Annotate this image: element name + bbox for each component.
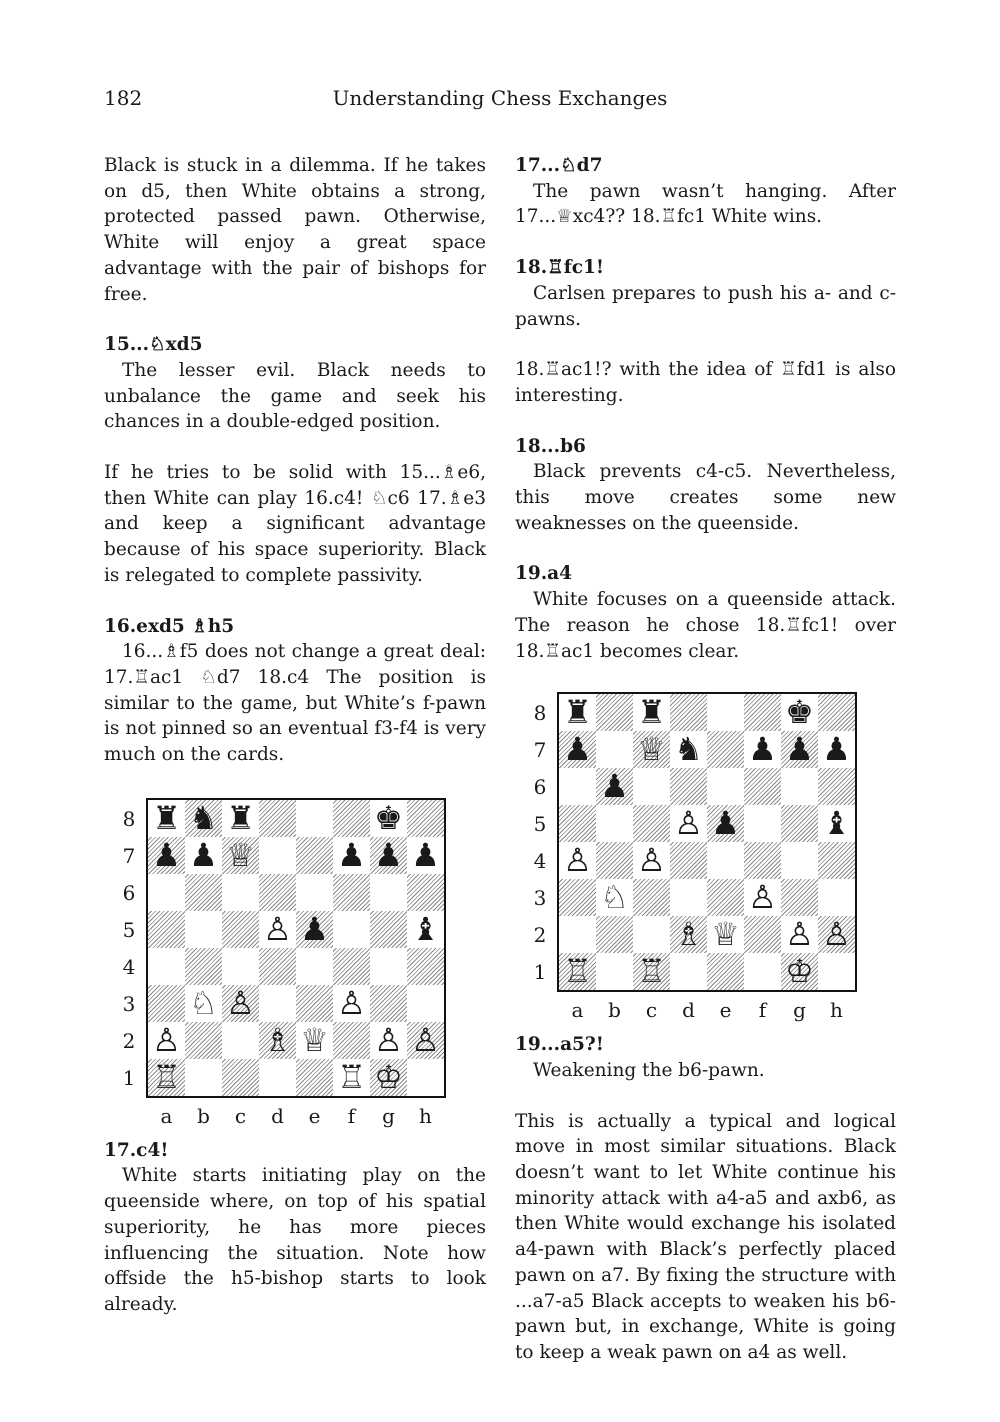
left-column xyxy=(104,153,486,1318)
chess-piece-d2: ♗ xyxy=(263,1020,292,1059)
chess-piece-c7: ♕ xyxy=(637,730,666,769)
chess-piece-g7: ♟ xyxy=(374,835,403,874)
board-square xyxy=(222,1022,259,1059)
chess-piece-b6: ♟ xyxy=(600,767,629,806)
chess-piece-b3: ♘ xyxy=(189,983,218,1022)
chess-piece-f1: ♖ xyxy=(337,1057,366,1096)
board-square xyxy=(707,842,744,879)
board-square xyxy=(596,805,633,842)
board-square xyxy=(744,953,781,990)
board-square xyxy=(559,879,596,916)
board-square xyxy=(333,948,370,985)
file-label: e xyxy=(719,998,732,1023)
chess-piece-f7: ♟ xyxy=(337,835,366,874)
board-square xyxy=(707,731,744,768)
board-square xyxy=(407,874,444,911)
paragraph: Black is stuck in a dilemma. If he takes on d5, then White obtains a strong, protected passed pawn. Otherwise, White will enjoy a great space advantage with the pair of bishops for free. xyxy=(104,155,486,305)
board-square xyxy=(744,916,781,953)
move-heading: 17.c4! xyxy=(104,1139,169,1161)
file-label: b xyxy=(608,998,621,1023)
board-square xyxy=(633,805,670,842)
board-square xyxy=(633,879,670,916)
board-square xyxy=(370,911,407,948)
board-square xyxy=(707,953,744,990)
file-label: f xyxy=(758,998,767,1023)
board-square xyxy=(633,768,670,805)
chess-piece-d5: ♙ xyxy=(674,804,703,843)
board-square xyxy=(407,948,444,985)
move-heading: 17...♘d7 xyxy=(515,155,603,176)
paragraph: If he tries to be solid with 15...♗e6, then White can play 16.c4! ♘c6 17.♗e3 and keep a significant advantage because of his space superiority. Black is relegated to complete passivity. xyxy=(104,462,486,586)
right-column xyxy=(515,153,896,1366)
board-square xyxy=(296,1059,333,1096)
chess-piece-h5: ♝ xyxy=(822,804,851,843)
move-heading: 19...a5?! xyxy=(515,1034,604,1056)
chess-piece-h7: ♟ xyxy=(822,730,851,769)
paragraph: This is actually a typical and logical move in most similar situations. Black doesn’t want to let White continue his minority attack with a4-a5 and axb6, as then White would exchange his isolated a4-pawn with Black’s perfectly placed pawn on a7. By fixing the structure with ...a7-a5 Black accepts to weaken his b6-pawn but, in exchange, White is going to keep a weak pawn on a4 as well. xyxy=(515,1110,896,1363)
board-square xyxy=(744,805,781,842)
rank-label: 2 xyxy=(122,1028,136,1053)
rank-label: 3 xyxy=(122,991,136,1016)
rank-label: 6 xyxy=(122,880,136,905)
paragraph: 16...♗f5 does not change a great deal: 17.♖ac1 ♘d7 18.c4 The position is similar to the game, but White’s f-pawn is not pinned so an eventual f3-f4 is very much on the cards. xyxy=(104,641,486,766)
file-label: f xyxy=(347,1103,356,1128)
chess-piece-c8: ♜ xyxy=(637,693,666,732)
board-square xyxy=(818,953,855,990)
board-square xyxy=(559,805,596,842)
board-square xyxy=(596,916,633,953)
board-square xyxy=(296,837,333,874)
chessboard-grid xyxy=(146,798,446,1098)
file-label: h xyxy=(830,998,843,1023)
board-square xyxy=(259,985,296,1022)
board-square xyxy=(296,948,333,985)
file-label: a xyxy=(571,998,584,1023)
file-label: c xyxy=(234,1103,247,1128)
chess-piece-e5: ♟ xyxy=(300,909,329,948)
board-square xyxy=(596,953,633,990)
rank-label: 8 xyxy=(122,806,136,831)
chess-piece-a1: ♖ xyxy=(152,1057,181,1096)
rank-label: 2 xyxy=(533,923,547,948)
paragraph: Black prevents c4-c5. Nevertheless, this move creates some new weaknesses on the queenside. xyxy=(515,461,896,534)
board-square xyxy=(370,874,407,911)
file-label: d xyxy=(271,1103,284,1128)
chess-piece-g2: ♙ xyxy=(374,1020,403,1059)
board-square xyxy=(333,911,370,948)
file-label: c xyxy=(645,998,658,1023)
chess-piece-e2: ♕ xyxy=(711,915,740,954)
board-square xyxy=(333,800,370,837)
rank-label: 1 xyxy=(122,1065,136,1090)
board-square xyxy=(670,879,707,916)
chess-piece-b7: ♟ xyxy=(189,835,218,874)
board-square xyxy=(296,800,333,837)
paragraph: Weakening the b6-pawn. xyxy=(533,1059,765,1081)
paragraph: The pawn wasn’t hanging. After 17...♕xc4?? 18.♖fc1 White wins. xyxy=(515,180,896,228)
rank-label: 6 xyxy=(533,775,547,800)
chess-piece-c8: ♜ xyxy=(226,798,255,837)
paragraph: The lesser evil. Black needs to unbalance the game and seek his chances in a double-edged position. xyxy=(104,359,486,433)
board-square xyxy=(596,842,633,879)
chess-piece-e2: ♕ xyxy=(300,1020,329,1059)
file-label: d xyxy=(682,998,695,1023)
board-square xyxy=(407,1059,444,1096)
board-square xyxy=(670,768,707,805)
chess-piece-h2: ♙ xyxy=(411,1020,440,1059)
board-square xyxy=(333,874,370,911)
move-heading: 18...b6 xyxy=(515,435,586,457)
board-square xyxy=(744,694,781,731)
board-square xyxy=(148,911,185,948)
board-square xyxy=(148,874,185,911)
board-square xyxy=(222,1059,259,1096)
board-square xyxy=(559,768,596,805)
board-square xyxy=(559,916,596,953)
board-square xyxy=(222,874,259,911)
board-square xyxy=(296,874,333,911)
board-square xyxy=(259,874,296,911)
board-square xyxy=(222,911,259,948)
file-label: e xyxy=(308,1103,321,1128)
chess-piece-c7: ♕ xyxy=(226,835,255,874)
running-header-title: Understanding Chess Exchanges xyxy=(332,86,668,110)
board-square xyxy=(744,768,781,805)
board-square xyxy=(370,948,407,985)
board-square xyxy=(707,694,744,731)
chess-piece-b8: ♞ xyxy=(189,798,218,837)
board-square xyxy=(259,948,296,985)
board-square xyxy=(744,842,781,879)
chessboard-grid xyxy=(557,692,857,992)
board-square xyxy=(818,879,855,916)
chess-piece-a4: ♙ xyxy=(563,841,592,880)
chess-piece-g8: ♚ xyxy=(785,693,814,732)
board-square xyxy=(370,985,407,1022)
rank-label: 7 xyxy=(122,843,136,868)
running-header xyxy=(0,86,1000,110)
board-square xyxy=(818,768,855,805)
move-heading: 16.exd5 ♗h5 xyxy=(104,615,235,637)
chess-piece-h5: ♝ xyxy=(411,909,440,948)
board-square xyxy=(185,1059,222,1096)
board-square xyxy=(259,837,296,874)
chess-piece-g8: ♚ xyxy=(374,798,403,837)
board-square xyxy=(818,842,855,879)
board-square xyxy=(633,916,670,953)
chess-piece-a1: ♖ xyxy=(563,952,592,991)
chess-piece-f7: ♟ xyxy=(748,730,777,769)
board-square xyxy=(781,842,818,879)
chess-piece-a2: ♙ xyxy=(152,1020,181,1059)
board-square xyxy=(222,948,259,985)
board-square xyxy=(407,800,444,837)
rank-label: 5 xyxy=(122,917,136,942)
board-square xyxy=(259,800,296,837)
board-square xyxy=(818,694,855,731)
chess-piece-g7: ♟ xyxy=(785,730,814,769)
file-label: b xyxy=(197,1103,210,1128)
rank-label: 5 xyxy=(533,812,547,837)
chess-diagram xyxy=(104,798,486,1138)
chess-piece-g1: ♔ xyxy=(785,952,814,991)
chess-piece-a7: ♟ xyxy=(152,835,181,874)
rank-label: 1 xyxy=(533,960,547,985)
chess-piece-c1: ♖ xyxy=(637,952,666,991)
chess-piece-g2: ♙ xyxy=(785,915,814,954)
move-heading: 15...♘xd5 xyxy=(104,334,203,356)
move-heading: 19.a4 xyxy=(515,563,573,585)
board-square xyxy=(333,1022,370,1059)
rank-label: 3 xyxy=(533,886,547,911)
move-heading: 18.♖fc1! xyxy=(515,257,604,279)
board-square xyxy=(670,953,707,990)
board-square xyxy=(185,948,222,985)
board-square xyxy=(781,768,818,805)
board-square xyxy=(781,879,818,916)
chess-piece-d7: ♞ xyxy=(674,730,703,769)
paragraph: Carlsen prepares to push his a- and c-pawns. xyxy=(515,282,896,330)
chess-piece-h7: ♟ xyxy=(411,835,440,874)
chess-piece-h2: ♙ xyxy=(822,915,851,954)
board-square xyxy=(185,1022,222,1059)
chess-piece-f3: ♙ xyxy=(748,878,777,917)
chess-piece-g1: ♔ xyxy=(374,1057,403,1096)
paragraph: White focuses on a queenside attack. The reason he chose 18.♖fc1! over 18.♖ac1 becomes clear. xyxy=(515,589,896,662)
rank-label: 4 xyxy=(122,954,136,979)
board-square xyxy=(707,879,744,916)
board-square xyxy=(670,694,707,731)
board-square xyxy=(259,1059,296,1096)
chess-piece-a8: ♜ xyxy=(152,798,181,837)
rank-label: 4 xyxy=(533,849,547,874)
board-square xyxy=(670,842,707,879)
file-label: h xyxy=(419,1103,432,1128)
rank-label: 7 xyxy=(533,738,547,763)
chess-diagram xyxy=(515,692,896,1032)
file-label: g xyxy=(793,998,806,1023)
chess-piece-f3: ♙ xyxy=(337,983,366,1022)
board-square xyxy=(148,985,185,1022)
chess-piece-b3: ♘ xyxy=(600,878,629,917)
paragraph: 18.♖ac1!? with the idea of ♖fd1 is also interesting. xyxy=(515,359,896,406)
chess-piece-a7: ♟ xyxy=(563,730,592,769)
rank-label: 8 xyxy=(533,701,547,726)
chess-piece-c4: ♙ xyxy=(637,841,666,880)
chess-piece-c3: ♙ xyxy=(226,983,255,1022)
chess-piece-d5: ♙ xyxy=(263,909,292,948)
board-square xyxy=(185,874,222,911)
board-square xyxy=(407,985,444,1022)
board-square xyxy=(596,731,633,768)
chess-piece-d2: ♗ xyxy=(674,915,703,954)
file-label: a xyxy=(160,1103,173,1128)
chess-piece-e5: ♟ xyxy=(711,804,740,843)
file-label: g xyxy=(382,1103,395,1128)
board-square xyxy=(296,985,333,1022)
board-square xyxy=(596,694,633,731)
board-square xyxy=(707,768,744,805)
board-square xyxy=(185,911,222,948)
page-number: 182 xyxy=(104,86,143,110)
board-square xyxy=(781,805,818,842)
board-square xyxy=(148,948,185,985)
paragraph: White starts initiating play on the queenside where, on top of his spatial superiority, he has more pieces influencing the situation. Note how offside the h5-bishop starts to look already. xyxy=(104,1165,486,1315)
chess-piece-a8: ♜ xyxy=(563,693,592,732)
